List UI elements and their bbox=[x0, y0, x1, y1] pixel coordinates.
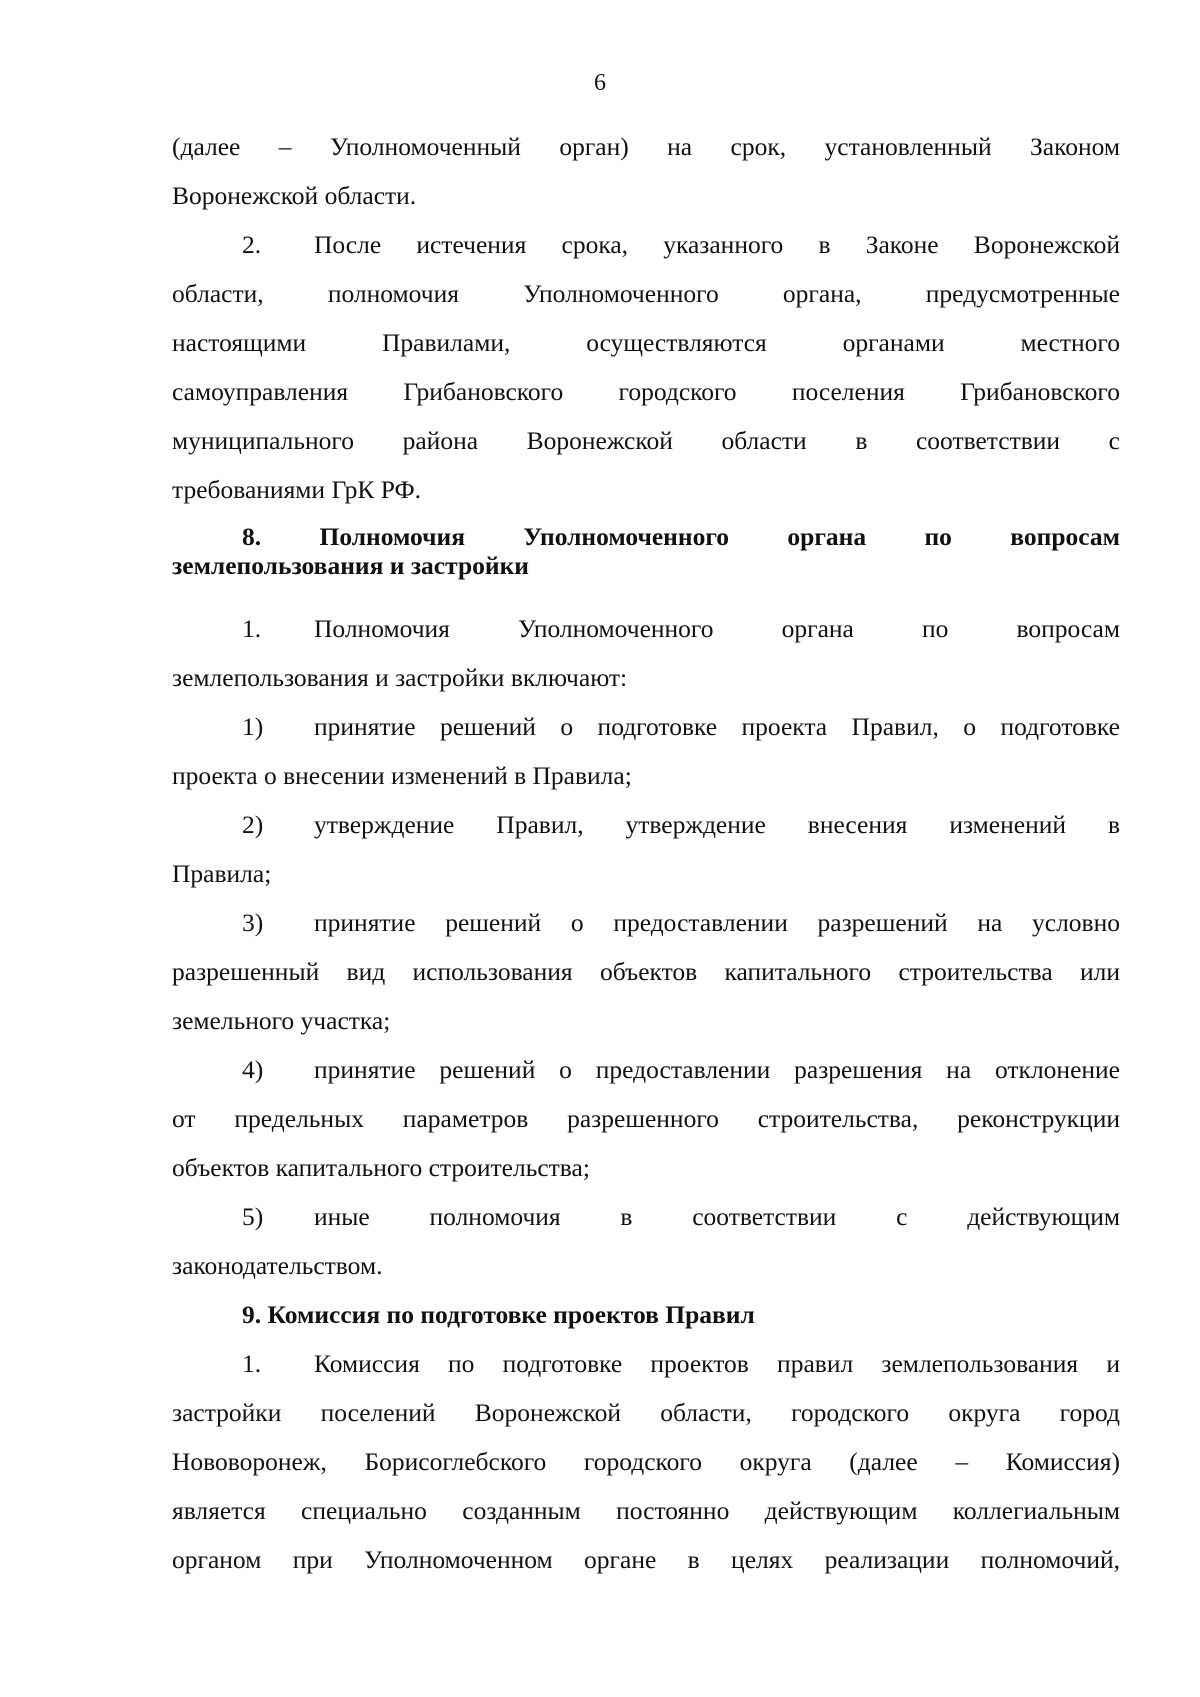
item-number: 1. bbox=[242, 614, 262, 643]
text-line: (далее – Уполномоченный орган) на срок, установленный Законом bbox=[172, 132, 1120, 161]
item-number: 1. bbox=[242, 1349, 262, 1378]
text-line: проекта о внесении изменений в Правила; bbox=[172, 761, 632, 790]
text-line bbox=[172, 220, 1120, 269]
text-line: требованиями ГрК РФ. bbox=[172, 475, 421, 504]
text-line: настоящими Правилами, осуществляются органами местного bbox=[172, 328, 1120, 357]
text-line: Воронежской области. bbox=[172, 181, 417, 210]
text-line: является специально созданным постоянно действующим коллегиальным bbox=[172, 1496, 1120, 1525]
text-line: самоуправления Грибановского городского поселения Грибановского bbox=[172, 377, 1120, 406]
text-line-content: иные полномочия в соответствии с действующим bbox=[314, 1202, 1120, 1231]
item-number: 2) bbox=[242, 810, 264, 839]
text-line: застройки поселений Воронежской области, городского округа город bbox=[172, 1398, 1120, 1427]
text-line: муниципального района Воронежской области в соответствии с bbox=[172, 426, 1120, 455]
text-line bbox=[172, 1192, 1120, 1241]
page-number: 6 bbox=[594, 70, 606, 96]
text-line bbox=[172, 898, 1120, 947]
text-line: Правила; bbox=[172, 859, 272, 888]
section-heading-8 bbox=[172, 522, 1120, 580]
list-item-4 bbox=[172, 1045, 1120, 1192]
text-line: от предельных параметров разрешенного строительства, реконструкции bbox=[172, 1104, 1120, 1133]
text-line bbox=[172, 702, 1120, 751]
text-line-content: принятие решений о предоставлении разрешения на отклонение bbox=[314, 1055, 1120, 1084]
text-line: Нововоронеж, Борисоглебского городского округа (далее – Комиссия) bbox=[172, 1447, 1120, 1476]
text-line-content: принятие решений о подготовке проекта Правил, о подготовке bbox=[314, 712, 1120, 741]
text-line: разрешенный вид использования объектов капитального строительства или bbox=[172, 957, 1120, 986]
text-line-content: Полномочия Уполномоченного органа по вопросам bbox=[314, 614, 1120, 643]
text-line: землепользования и застройки включают: bbox=[172, 663, 628, 692]
section-heading-9 bbox=[172, 1290, 1120, 1339]
text-line-content: утверждение Правил, утверждение внесения изменений в bbox=[314, 810, 1120, 839]
item-number: 5) bbox=[242, 1202, 264, 1231]
item-number: 4) bbox=[242, 1055, 264, 1084]
text-line bbox=[172, 800, 1120, 849]
list-item-2 bbox=[172, 800, 1120, 898]
item-number: 3) bbox=[242, 908, 264, 937]
section-9-paragraph-1 bbox=[172, 1339, 1120, 1584]
text-line bbox=[172, 1045, 1120, 1094]
item-number: 2. bbox=[242, 230, 262, 259]
paragraph-continuation bbox=[172, 122, 1120, 220]
text-line: законодательством. bbox=[172, 1251, 383, 1280]
text-line: объектов капитального строительства; bbox=[172, 1153, 590, 1182]
section-8-paragraph-1 bbox=[172, 604, 1120, 702]
text-line bbox=[172, 1339, 1120, 1388]
text-line-content: Комиссия по подготовке проектов правил землепользования и bbox=[314, 1349, 1120, 1378]
list-item-3 bbox=[172, 898, 1120, 1045]
text-line-content: После истечения срока, указанного в Законе Воронежской bbox=[314, 230, 1120, 259]
text-line bbox=[172, 604, 1120, 653]
list-item-5 bbox=[172, 1192, 1120, 1290]
text-line: органом при Уполномоченном органе в целях реализации полномочий, bbox=[172, 1545, 1120, 1574]
item-number: 1) bbox=[242, 712, 264, 741]
list-item-1 bbox=[172, 702, 1120, 800]
heading-line: 8. Полномочия Уполномоченного органа по вопросам bbox=[242, 522, 1120, 551]
text-line-content: принятие решений о предоставлении разрешений на условно bbox=[314, 908, 1120, 937]
text-line: области, полномочия Уполномоченного органа, предусмотренные bbox=[172, 279, 1120, 308]
heading-line: землепользования и застройки bbox=[172, 551, 529, 580]
document-body bbox=[172, 122, 1120, 1584]
paragraph-2 bbox=[172, 220, 1120, 514]
text-line: земельного участка; bbox=[172, 1006, 391, 1035]
heading-line: 9. Комиссия по подготовке проектов Правил bbox=[242, 1300, 755, 1329]
